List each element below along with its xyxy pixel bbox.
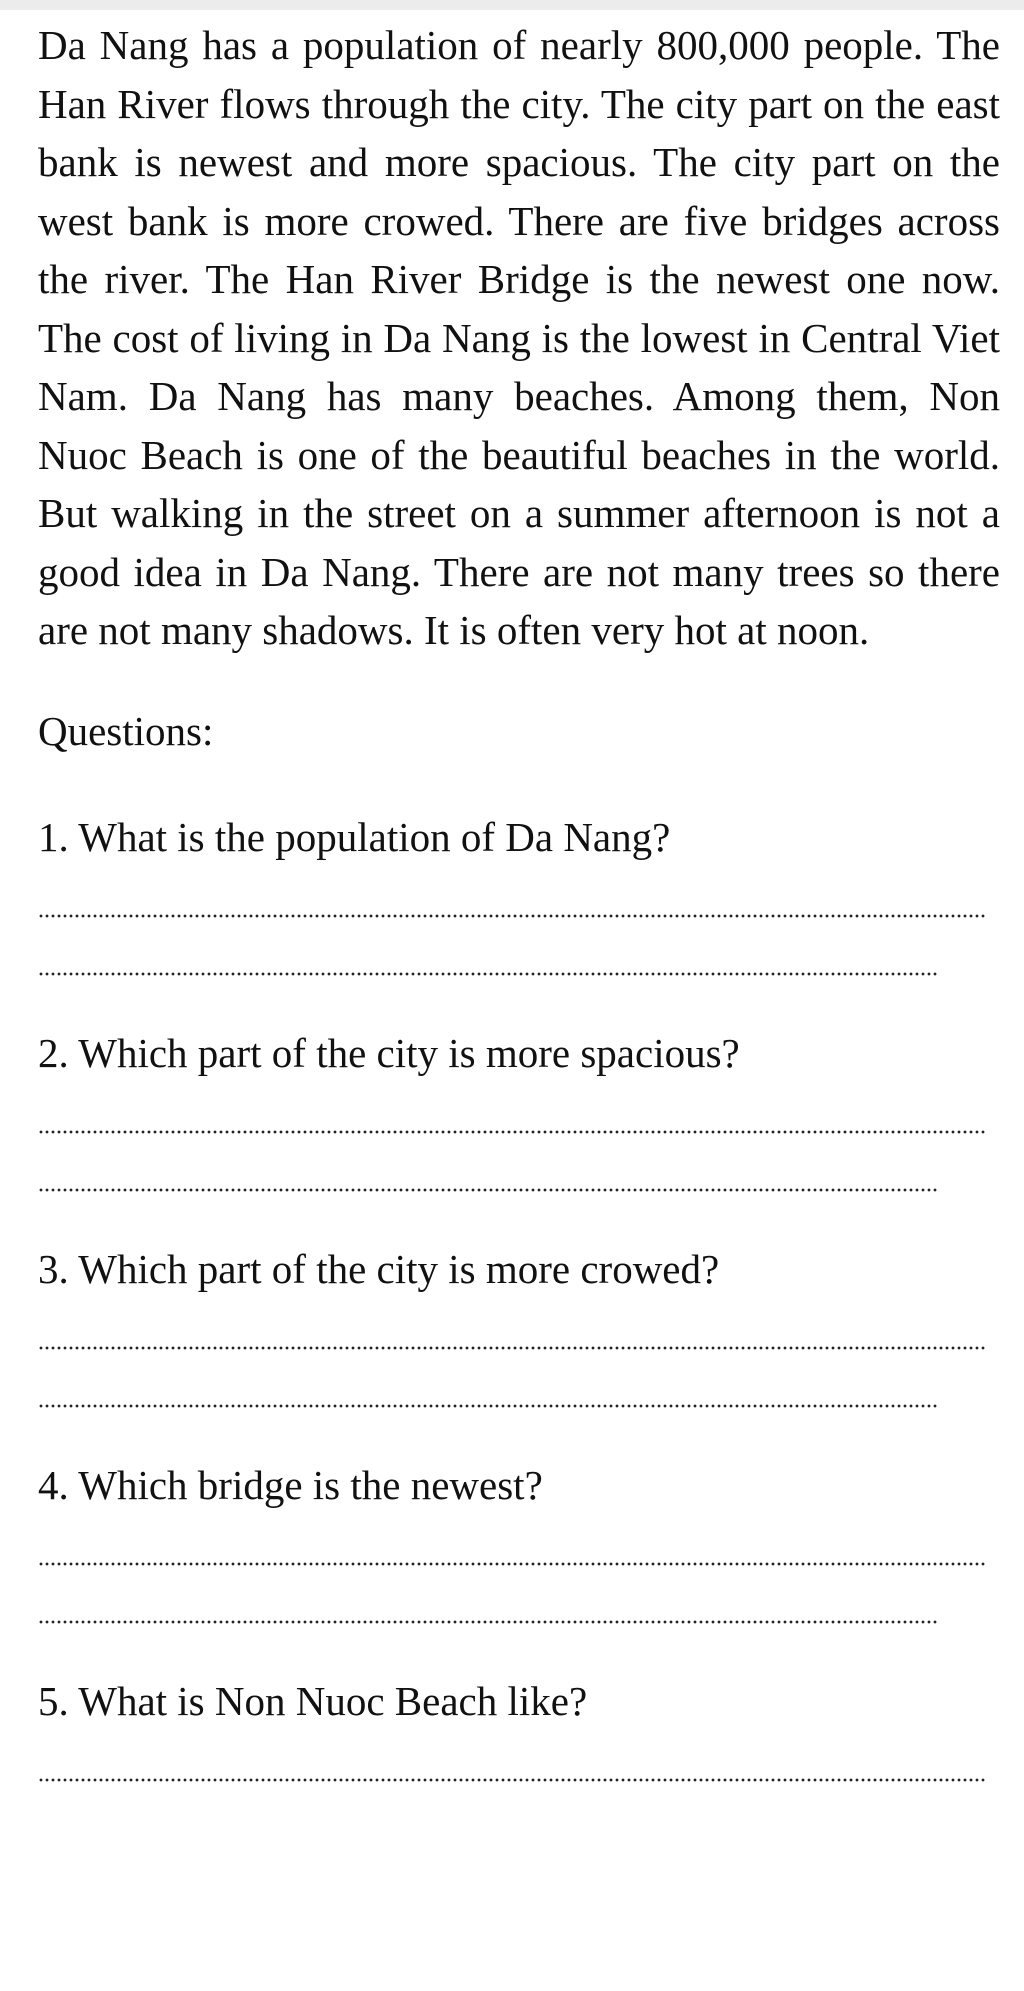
question-2: [38, 1024, 1000, 1192]
question-text: 2. Which part of the city is more spacious?: [38, 1029, 740, 1076]
answer-line: [38, 1778, 986, 1782]
question-1: [38, 808, 1000, 976]
question-5: [38, 1672, 1000, 1782]
questions-heading: Questions:: [38, 707, 214, 754]
answer-line: [38, 972, 938, 976]
question-text: 5. What is Non Nuoc Beach like?: [38, 1677, 588, 1724]
answer-line: [38, 1346, 986, 1350]
question-3: [38, 1240, 1000, 1408]
question-text: 4. Which bridge is the newest?: [38, 1461, 543, 1508]
question-text: 3. Which part of the city is more crowed?: [38, 1245, 720, 1292]
answer-line: [38, 1562, 986, 1566]
answer-line: [38, 1188, 938, 1192]
answer-line: [38, 914, 986, 918]
question-4: [38, 1456, 1000, 1624]
worksheet: [38, 16, 1000, 1782]
answer-line: [38, 1404, 938, 1408]
reading-passage: Da Nang has a population of nearly 800,000 people. The Han River flows through the city. The city part on the east bank is newest and more spacious. The city part on the west bank is more crowed. There are five bridges across the river. The Han River Bridge is the newest one now. The cost of living in Da Nang is the lowest in Central Viet Nam. Da Nang has many beaches. Among them, Non Nuoc Beach is one of the beautiful beaches in the world. But walking in the street on a summer afternoon is not a good idea in Da Nang. There are not many trees so there are not many shadows. It is often very hot at noon.: [38, 22, 1000, 653]
top-edge-strip: [0, 0, 1024, 10]
answer-line: [38, 1620, 938, 1624]
question-text: 1. What is the population of Da Nang?: [38, 813, 671, 860]
answer-line: [38, 1130, 986, 1134]
